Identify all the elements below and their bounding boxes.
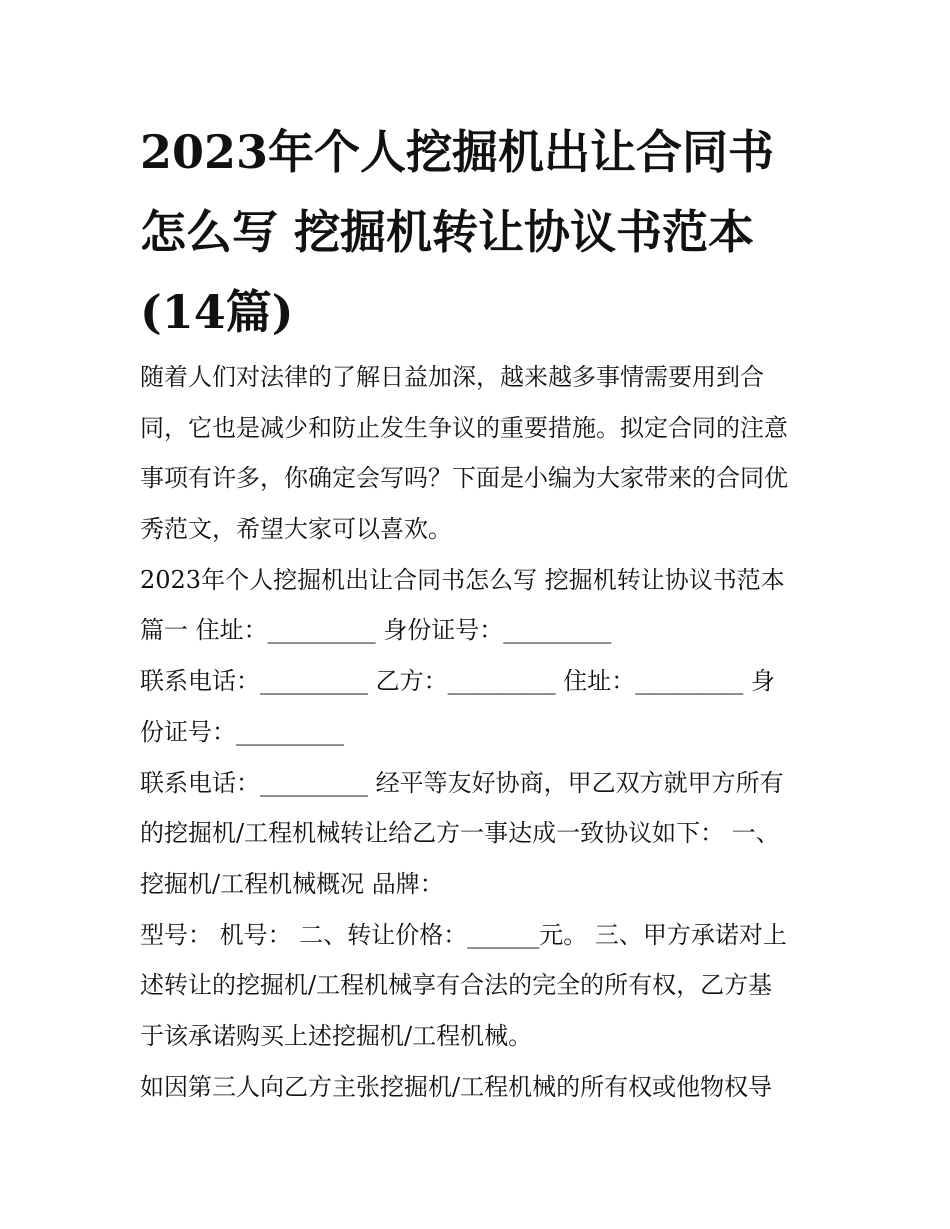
paragraph-model-price xyxy=(140,910,820,1062)
title-line-1: 2023年个人挖掘机出让合同书 xyxy=(140,125,775,179)
text-line: 于该承诺购买上述挖掘机/工程机械。 xyxy=(140,1021,533,1050)
text-line: 挖掘机/工程机械概况 品牌： xyxy=(140,869,444,898)
paragraph-intro xyxy=(140,352,820,555)
text-line: 的挖掘机/工程机械转让给乙方一事达成一致协议如下： 一、 xyxy=(140,819,780,848)
paragraph-heading-party-a xyxy=(140,555,820,656)
text-line: 联系电话：_________ 经平等友好协商，甲乙双方就甲方所有 xyxy=(140,768,784,797)
text-line: 联系电话：_________ 乙方：_________ 住址：_________ 身 xyxy=(140,667,775,696)
document-body xyxy=(140,352,820,1112)
paragraph-party-b xyxy=(140,656,820,757)
text-line: 如因第三人向乙方主张挖掘机/工程机械的所有权或他物权导 xyxy=(140,1072,773,1101)
text-line: 随着人们对法律的了解日益加深，越来越多事情需要用到合 xyxy=(140,363,764,391)
document-title xyxy=(140,112,820,352)
text-line: 型号： 机号： 二、转让价格：______元。 三、甲方承诺对上 xyxy=(140,920,787,949)
title-line-3: (14篇) xyxy=(140,285,294,339)
text-line: 秀范文，希望大家可以喜欢。 xyxy=(140,515,452,544)
text-line: 2023年个人挖掘机出让合同书怎么写 挖掘机转让协议书范本 xyxy=(140,565,785,594)
text-line: 述转让的挖掘机/工程机械享有合法的完全的所有权，乙方基 xyxy=(140,971,773,1000)
paragraph-agreement xyxy=(140,758,820,910)
text-line: 份证号：_________ xyxy=(140,717,344,746)
paragraph-third-party xyxy=(140,1062,820,1113)
title-line-2: 怎么写 挖掘机转让协议书范本 xyxy=(140,205,755,259)
text-line: 篇一 住址：_________ 身份证号：_________ xyxy=(140,616,612,645)
text-line: 事项有许多，你确定会写吗？下面是小编为大家带来的合同优 xyxy=(140,464,788,493)
text-line: 同，它也是减少和防止发生争议的重要措施。拟定合同的注意 xyxy=(140,413,788,442)
